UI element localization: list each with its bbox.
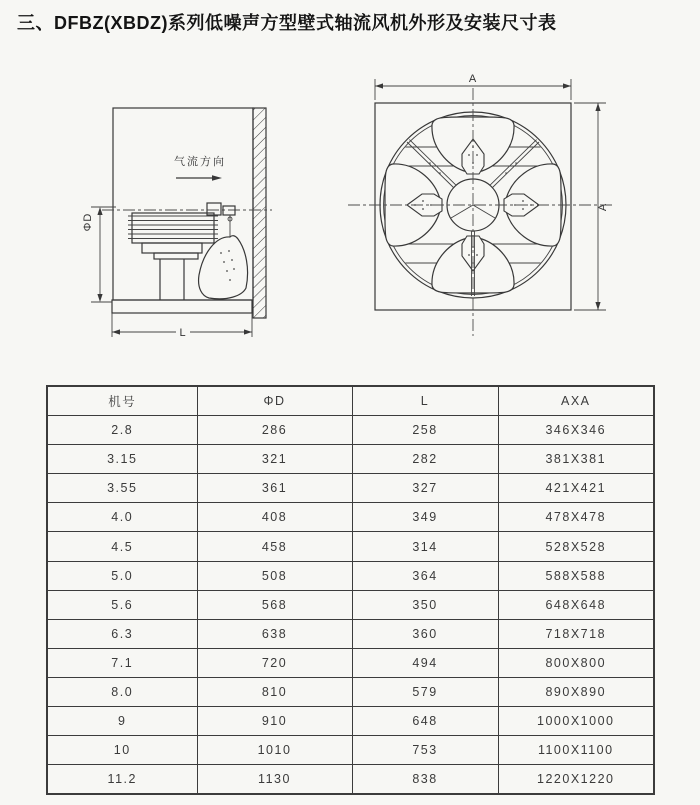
table-cell: 1000X1000 <box>498 707 654 736</box>
table-cell: 10 <box>47 736 197 765</box>
table-row <box>47 474 654 503</box>
airflow-arrow-icon <box>212 175 222 181</box>
table-cell: 528X528 <box>498 532 654 561</box>
table-cell: 314 <box>352 532 498 561</box>
dimension-table-body <box>47 416 654 795</box>
table-cell: 588X588 <box>498 561 654 590</box>
table-cell: 648 <box>352 707 498 736</box>
motor-pedestal <box>154 253 198 300</box>
table-row <box>47 765 654 795</box>
table-cell: 11.2 <box>47 765 197 795</box>
fan-blade-side <box>199 236 248 299</box>
table-cell: 8.0 <box>47 677 197 706</box>
table-cell: 810 <box>197 677 352 706</box>
table-cell: 579 <box>352 677 498 706</box>
table-cell: 890X890 <box>498 677 654 706</box>
table-cell: 910 <box>197 707 352 736</box>
table-cell: 4.0 <box>47 503 197 532</box>
airflow-direction-label: 气流方向 <box>174 156 226 168</box>
motor <box>128 213 218 253</box>
dim-phi-d-label: ΦD <box>82 212 94 232</box>
table-row <box>47 416 654 445</box>
table-cell: 321 <box>197 445 352 474</box>
table-cell: 508 <box>197 561 352 590</box>
table-cell: 3.15 <box>47 445 197 474</box>
table-cell: 478X478 <box>498 503 654 532</box>
column-header-phi-d: ΦD <box>197 386 352 416</box>
table-cell: 9 <box>47 707 197 736</box>
table-row <box>47 677 654 706</box>
table-cell: 648X648 <box>498 590 654 619</box>
table-cell: 753 <box>352 736 498 765</box>
column-header-l: L <box>352 386 498 416</box>
table-cell: 720 <box>197 648 352 677</box>
table-cell: 7.1 <box>47 648 197 677</box>
table-cell: 5.0 <box>47 561 197 590</box>
table-cell: 718X718 <box>498 619 654 648</box>
table-row <box>47 445 654 474</box>
table-cell: 568 <box>197 590 352 619</box>
table-cell: 800X800 <box>498 648 654 677</box>
table-cell: 1010 <box>197 736 352 765</box>
table-cell: 327 <box>352 474 498 503</box>
airflow-direction <box>174 154 226 181</box>
header-row <box>47 386 654 416</box>
table-cell: 360 <box>352 619 498 648</box>
base-plate <box>112 300 252 313</box>
table-row <box>47 532 654 561</box>
column-header-axa: AXA <box>498 386 654 416</box>
table-cell: 1220X1220 <box>498 765 654 795</box>
dim-l-label: L <box>179 327 187 339</box>
table-cell: 494 <box>352 648 498 677</box>
table-row <box>47 561 654 590</box>
table-cell: 5.6 <box>47 590 197 619</box>
table-cell: 364 <box>352 561 498 590</box>
table-cell: 1100X1100 <box>498 736 654 765</box>
table-row <box>47 590 654 619</box>
fan-front-view-drawing <box>340 58 620 348</box>
table-row <box>47 503 654 532</box>
table-cell: 458 <box>197 532 352 561</box>
table-cell: 421X421 <box>498 474 654 503</box>
table-cell: 361 <box>197 474 352 503</box>
table-cell: 258 <box>352 416 498 445</box>
dimension-diameter <box>82 207 116 302</box>
table-row <box>47 707 654 736</box>
table-row <box>47 619 654 648</box>
table-cell: 282 <box>352 445 498 474</box>
table-cell: 350 <box>352 590 498 619</box>
table-cell: 408 <box>197 503 352 532</box>
page-title: 三、DFBZ(XBDZ)系列低噪声方型壁式轴流风机外形及安装尺寸表 <box>17 13 557 33</box>
fan-side-view-drawing <box>80 85 300 345</box>
dimension-length <box>112 313 252 339</box>
wall-section-hatch <box>253 108 266 318</box>
table-cell: 2.8 <box>47 416 197 445</box>
table-cell: 3.55 <box>47 474 197 503</box>
table-row <box>47 648 654 677</box>
table-cell: 346X346 <box>498 416 654 445</box>
table-row <box>47 736 654 765</box>
hub-detail <box>207 203 235 237</box>
column-header-model: 机号 <box>47 386 197 416</box>
dim-a-top-label: A <box>468 73 478 85</box>
table-cell: 6.3 <box>47 619 197 648</box>
table-cell: 1130 <box>197 765 352 795</box>
dimension-table-header <box>47 386 654 416</box>
table-cell: 349 <box>352 503 498 532</box>
table-cell: 381X381 <box>498 445 654 474</box>
table-cell: 838 <box>352 765 498 795</box>
dimension-height-a <box>574 103 609 310</box>
dim-a-right-label: A <box>597 202 609 212</box>
table-cell: 4.5 <box>47 532 197 561</box>
table-cell: 638 <box>197 619 352 648</box>
table-cell: 286 <box>197 416 352 445</box>
dimension-table <box>46 385 655 795</box>
